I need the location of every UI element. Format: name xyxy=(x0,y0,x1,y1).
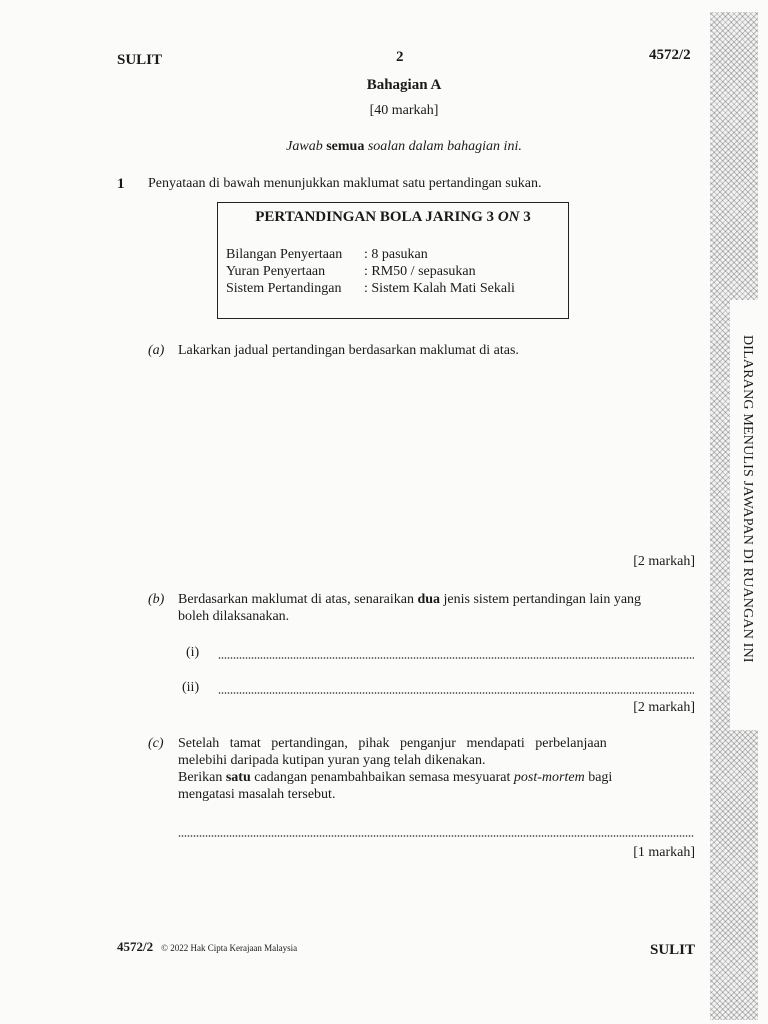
footer-copyright: © 2022 Hak Cipta Kerajaan Malaysia xyxy=(161,943,298,953)
header-confidential: SULIT xyxy=(117,52,163,68)
competition-info-box xyxy=(217,202,569,319)
instruction xyxy=(0,139,768,155)
part-b-line1 xyxy=(178,592,641,608)
info-row-participants xyxy=(226,247,428,263)
part-c-line3-bold: satu xyxy=(225,770,251,785)
instruction-post: soalan dalam bahagian ini. xyxy=(364,139,522,154)
info-row-system xyxy=(226,281,515,297)
part-c-line4: mengatasi masalah tersebut. xyxy=(178,787,336,802)
competition-title xyxy=(218,209,568,226)
info-label: Yuran Penyertaan xyxy=(226,264,326,279)
page-number: 2 xyxy=(396,49,404,65)
answer-line-b-ii[interactable] xyxy=(218,692,694,694)
part-c-marks: [1 markah] xyxy=(633,845,695,860)
competition-title-post: 3 xyxy=(519,209,531,225)
competition-title-pre: PERTANDINGAN BOLA JARING 3 xyxy=(255,209,498,225)
answer-line-c[interactable] xyxy=(178,835,694,837)
info-value: : 8 pasukan xyxy=(364,247,428,262)
part-b-item-1: (i) xyxy=(186,645,200,660)
part-b-item-2: (ii) xyxy=(182,680,200,695)
section-title: Bahagian A xyxy=(366,77,442,93)
part-c-line3 xyxy=(178,770,612,786)
part-c-line2: melebihi daripada kutipan yuran yang telah dikenakan. xyxy=(178,753,486,768)
instruction-bold: semua xyxy=(326,139,365,154)
part-b-label: (b) xyxy=(148,592,165,607)
part-b-line1-post: jenis sistem pertandingan lain yang xyxy=(440,592,642,607)
info-row-fee xyxy=(226,264,476,280)
part-c-line1: Setelah tamat pertandingan, pihak penganjur mendapati perbelanjaan xyxy=(178,736,607,751)
part-c-line3-italic: post-mortem xyxy=(513,770,585,785)
part-b-marks: [2 markah] xyxy=(633,700,695,715)
part-b-line2: boleh dilaksanakan. xyxy=(178,609,290,624)
question-statement: Penyataan di bawah menunjukkan maklumat satu pertandingan sukan. xyxy=(148,176,542,191)
answer-line-b-i[interactable] xyxy=(218,657,694,659)
margin-warning-text: DILARANG MENULIS JAWAPAN DI RUANGAN INI xyxy=(740,335,755,663)
info-value: : RM50 / sepasukan xyxy=(364,264,476,279)
section-marks-text: [40 markah] xyxy=(369,103,439,118)
part-c-line3-pre: Berikan xyxy=(178,770,226,785)
footer-paper-code: 4572/2 xyxy=(117,939,154,954)
part-c-label: (c) xyxy=(148,736,164,751)
part-b-line1-pre: Berdasarkan maklumat di atas, senaraikan xyxy=(178,592,418,607)
info-label: Bilangan Penyertaan xyxy=(226,247,343,262)
info-label: Sistem Pertandingan xyxy=(226,281,342,296)
footer-confidential: SULIT xyxy=(650,942,696,958)
part-a-marks: [2 markah] xyxy=(633,554,695,569)
info-value: : Sistem Kalah Mati Sekali xyxy=(364,281,515,296)
section-marks xyxy=(0,103,768,119)
part-a-label: (a) xyxy=(148,343,165,358)
header-paper-code: 4572/2 xyxy=(649,47,691,63)
question-number: 1 xyxy=(117,176,125,192)
footer-left xyxy=(117,938,297,956)
part-c-line3-mid: cadangan penambahbaikan semasa mesyuarat xyxy=(250,770,514,785)
part-a-text: Lakarkan jadual pertandingan berdasarkan maklumat di atas. xyxy=(178,343,519,358)
part-b-line1-bold: dua xyxy=(417,592,441,607)
part-c-line3-post: bagi xyxy=(584,770,613,785)
competition-title-italic: ON xyxy=(497,209,520,225)
instruction-pre: Jawab xyxy=(286,139,327,154)
